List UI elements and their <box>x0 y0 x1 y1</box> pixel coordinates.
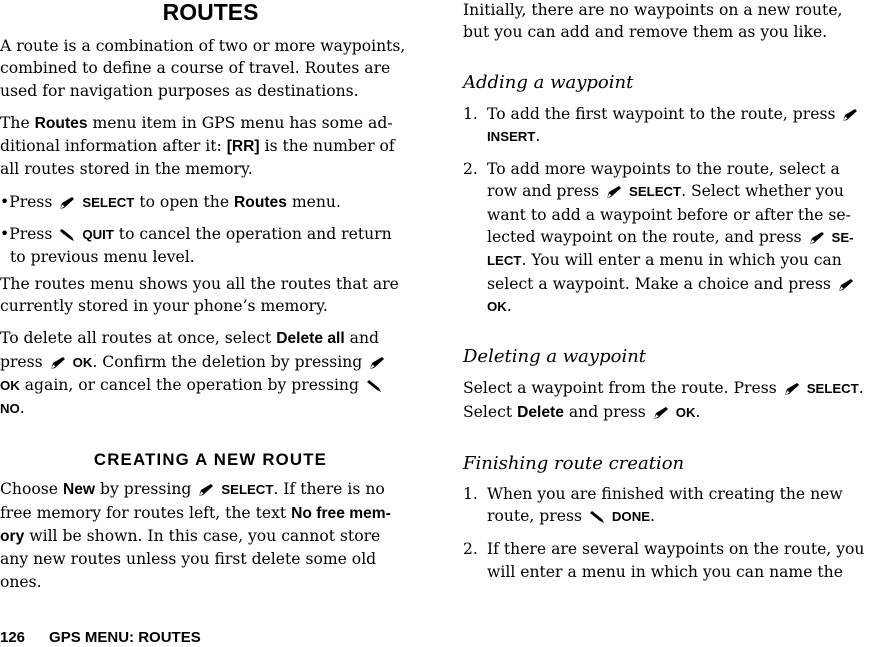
ok-key-label: OK <box>0 377 20 393</box>
done-key-label: DONE <box>611 509 651 525</box>
left-softkey-icon <box>784 382 800 396</box>
finishing-step-1: 1. When you are finished with creating the new route, press DONE. <box>463 484 843 526</box>
right-softkey-icon <box>59 228 75 242</box>
finishing-heading: Finishing route creation <box>463 452 685 474</box>
intro-paragraph: A route is a combination of two or more waypoints, combined to define a course of travel. Routes are used for navigation purposes as destinations. <box>0 37 406 100</box>
right-column <box>463 0 881 583</box>
section-heading: CREATING A NEW ROUTE <box>93 450 328 470</box>
insert-key-label: INSERT <box>487 128 536 144</box>
delete-keyword: Delete <box>517 403 564 421</box>
choose-new-paragraph: Choose New by pressing SELECT. If there is no free memory for routes left, the text No free mem- ory will be shown. In this case, you cannot store any new routes unless you first delete some old ones. <box>0 480 391 591</box>
routes-keyword: Routes <box>234 193 287 211</box>
adding-step-1: 1. To add the first waypoint to the route, press INSERT. <box>463 103 881 149</box>
ok-key-label: OK <box>675 404 696 420</box>
left-softkey-icon <box>842 108 858 122</box>
select-key-label: SELECT <box>221 482 274 498</box>
left-softkey-icon <box>838 278 854 292</box>
left-softkey-icon <box>369 356 385 370</box>
right-softkey-icon <box>366 379 382 393</box>
no-free-memory-text: No free mem- <box>291 504 391 522</box>
no-free-memory-text: ory <box>0 528 25 546</box>
right-softkey-icon <box>589 510 605 524</box>
deleting-heading: Deleting a waypoint <box>463 346 647 368</box>
routes-menu-paragraph: The routes menu shows you all the routes that are currently stored in your phone’s memory. <box>0 274 399 315</box>
select-key-label: SE- <box>831 230 854 246</box>
routes-keyword: Routes <box>34 114 88 132</box>
page-footer <box>0 629 201 646</box>
page-number: 126 <box>0 629 26 646</box>
finishing-step-2: 2. If there are several waypoints on the route, you will enter a menu in which you can name the <box>463 540 865 581</box>
routes-item-paragraph: The Routes menu item in GPS menu has some ad- ditional information after it: [RR] is the number of all routes stored in the memory. <box>0 113 395 179</box>
left-softkey-icon <box>809 231 825 245</box>
select-key-label: SELECT <box>629 184 682 200</box>
left-softkey-icon <box>606 185 622 199</box>
left-column <box>0 0 421 593</box>
adding-step-2: 2. To add more waypoints to the route, select a row and press SELECT. Select whether you want to add a waypoint before or after the se- lected waypoint on the route, and press SE- LECT. You will enter a menu in which you can select a waypoint. Make a choice and press OK. <box>463 160 854 315</box>
left-softkey-icon <box>653 406 669 420</box>
delete-all-paragraph: To delete all routes at once, select Delete all and press OK. Confirm the deletion by pressing OK again, or cancel the operation by pressing NO. <box>0 327 421 420</box>
page-title: ROUTES <box>162 0 259 25</box>
rr-keyword: [RR] <box>226 138 260 156</box>
left-softkey-icon <box>198 483 214 497</box>
ok-key-label: OK <box>72 354 93 370</box>
adding-heading: Adding a waypoint <box>463 71 634 93</box>
select-key-label: LECT <box>487 253 522 269</box>
new-keyword: New <box>62 481 96 499</box>
quit-key-label: QUIT <box>82 227 114 243</box>
select-key-label: SELECT <box>806 381 859 397</box>
left-softkey-icon <box>59 196 75 210</box>
no-key-label: NO <box>0 401 20 417</box>
ok-key-label: OK <box>487 298 507 314</box>
footer-section-title: GPS MENU: ROUTES <box>49 629 201 646</box>
right-intro-paragraph: Initially, there are no waypoints on a new route, but you can add and remove them as you like. <box>463 1 843 42</box>
deleting-paragraph: Select a waypoint from the route. Press SELECT. Select Delete and press OK. <box>463 379 864 421</box>
delete-all-keyword: Delete all <box>276 330 345 348</box>
select-key-label: SELECT <box>82 194 135 210</box>
bullet-select: •Press SELECT to open the Routes menu. <box>0 192 341 211</box>
left-softkey-icon <box>50 356 66 370</box>
bullet-quit: •Press QUIT to cancel the operation and return to previous menu level. <box>0 225 392 267</box>
